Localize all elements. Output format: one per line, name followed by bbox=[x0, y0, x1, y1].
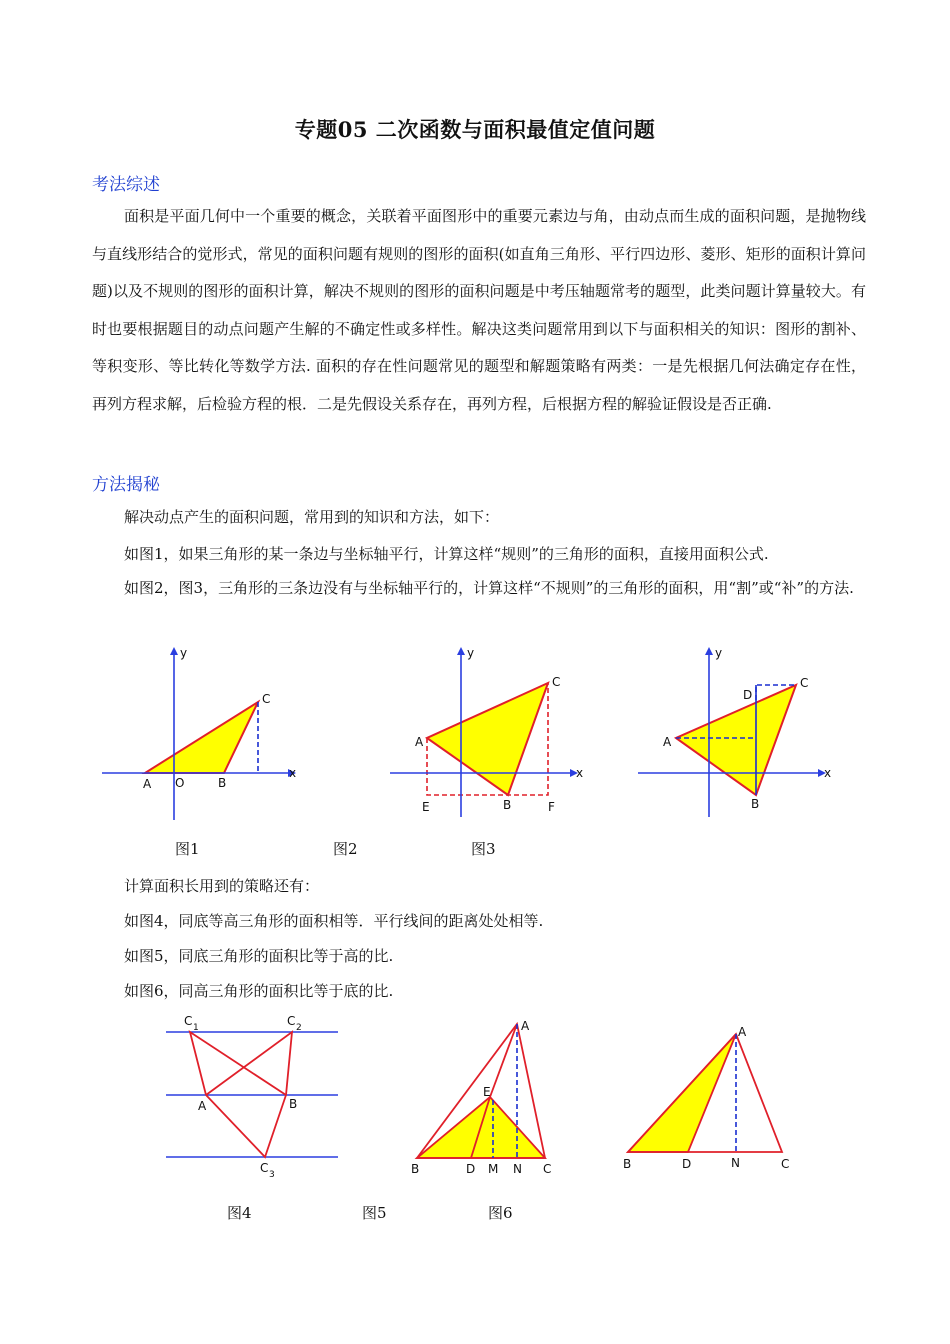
fig1-y-arrow bbox=[170, 647, 178, 655]
fig5-label-n: N bbox=[513, 1162, 522, 1176]
fig4-label-a: A bbox=[198, 1099, 207, 1113]
caption-fig3: 图3 bbox=[471, 840, 496, 858]
fig5-label-d: D bbox=[466, 1162, 476, 1176]
strategy-fig5-text: 如图5，同底三角形的面积比等于高的比. bbox=[124, 947, 394, 965]
fig3-label-c: C bbox=[800, 676, 809, 690]
fig4-triangle-abc2 bbox=[206, 1032, 292, 1095]
fig4-label-c3: C bbox=[260, 1161, 269, 1175]
fig3-label-d: D bbox=[743, 688, 753, 702]
caption-fig4: 图4 bbox=[227, 1204, 252, 1222]
fig5-segment-ae bbox=[490, 1024, 517, 1097]
fig6-label-d: D bbox=[682, 1157, 692, 1171]
fig4-label-b: B bbox=[289, 1097, 298, 1111]
figure-5 bbox=[405, 1012, 575, 1182]
fig5-label-c: C bbox=[543, 1162, 552, 1176]
fig3-label-x: x bbox=[824, 766, 832, 780]
method-fig23-text: 如图2，图3，三角形的三条边没有与坐标轴平行的，计算这样“不规则”的三角形的面积，用“割”或“补”的方法. bbox=[124, 579, 854, 597]
caption-fig1: 图1 bbox=[175, 840, 200, 858]
figure-2 bbox=[388, 645, 588, 815]
fig2-label-x: x bbox=[576, 766, 584, 780]
method-intro: 解决动点产生的面积问题，常用到的知识和方法，如下： bbox=[124, 508, 500, 526]
fig5-label-e: E bbox=[483, 1085, 491, 1099]
fig3-label-b: B bbox=[751, 797, 760, 811]
fig2-label-b: B bbox=[503, 798, 512, 812]
fig2-triangle-abc bbox=[427, 683, 548, 795]
fig5-label-m: M bbox=[488, 1162, 499, 1176]
fig1-label-o: O bbox=[175, 776, 185, 790]
section-heading-overview: 考法综述 bbox=[92, 175, 160, 195]
fig3-label-y: y bbox=[715, 646, 723, 660]
figure-4 bbox=[160, 1012, 350, 1182]
caption-fig2: 图2 bbox=[333, 840, 358, 858]
fig4-label-c2-sub: 2 bbox=[296, 1023, 302, 1033]
strategy-fig4-text: 如图4，同底等高三角形的面积相等．平行线间的距离处处相等. bbox=[124, 912, 544, 930]
fig2-label-e: E bbox=[422, 800, 430, 814]
figure-6 bbox=[620, 1012, 800, 1182]
strategy-fig6-text: 如图6，同高三角形的面积比等于底的比. bbox=[124, 982, 394, 1000]
fig1-label-a: A bbox=[143, 777, 152, 791]
fig2-label-f: F bbox=[548, 800, 555, 814]
method-fig1-text: 如图1，如果三角形的某一条边与坐标轴平行，计算这样“规则”的三角形的面积，直接用面积公式. bbox=[124, 545, 769, 563]
page-title: 专题05 二次函数与面积最值定值问题 bbox=[294, 117, 656, 142]
fig4-label-c1: C bbox=[184, 1014, 193, 1028]
fig1-triangle-abc bbox=[145, 702, 258, 773]
fig4-label-c1-sub: 1 bbox=[193, 1023, 199, 1033]
fig3-label-a: A bbox=[663, 735, 672, 749]
fig4-triangle-abc3 bbox=[206, 1095, 286, 1157]
fig1-label-x: x bbox=[289, 766, 297, 780]
fig1-label-c: C bbox=[262, 692, 271, 706]
fig6-label-c: C bbox=[781, 1157, 790, 1171]
fig2-label-a: A bbox=[415, 735, 424, 749]
fig2-label-y: y bbox=[467, 646, 475, 660]
figure-1 bbox=[100, 645, 310, 815]
overview-paragraph: 面积是平面几何中一个重要的概念，关联着平面图形中的重要元素边与角，由动点而生成的面积问题，是抛物线与直线形结合的觉形式，常见的面积问题有规则的图形的面积(如直角三角形、平行四边形、菱形、矩形的面积计算问题)以及不规则的图形的面积计算，解决不规则的图形的面积问题是中考压轴题常考的题型，此类问题计算量较大。有时也要根据题目的动点问题产生解的不确定性或多样性。解决这类问题常用到以下与面积相关的知识：图形的割补、等积变形、等比转化等数学方法. 面积的存在性问题常见的题型和解题策略有两类：一是先根据几何法确定存在性，再列方程求解，后检验方程的根．二是先假设关系存在，再列方程，后根据方程的解验证假设是否正确. bbox=[92, 207, 866, 413]
fig5-label-a: A bbox=[521, 1019, 530, 1033]
fig6-label-n: N bbox=[731, 1156, 740, 1170]
fig6-label-b: B bbox=[623, 1157, 632, 1171]
fig3-y-arrow bbox=[705, 647, 713, 655]
fig1-label-b: B bbox=[218, 776, 227, 790]
strategy-intro: 计算面积长用到的策略还有： bbox=[124, 877, 320, 895]
fig1-label-y: y bbox=[180, 646, 188, 660]
figure-3 bbox=[636, 645, 836, 815]
fig6-label-a: A bbox=[738, 1025, 747, 1039]
fig4-label-c3-sub: 3 bbox=[269, 1170, 275, 1180]
caption-fig6: 图6 bbox=[488, 1204, 513, 1222]
fig3-triangle-abc bbox=[676, 685, 796, 795]
fig5-label-b: B bbox=[411, 1162, 420, 1176]
fig2-label-c: C bbox=[552, 675, 561, 689]
fig4-label-c2: C bbox=[287, 1014, 296, 1028]
caption-fig5: 图5 bbox=[362, 1204, 387, 1222]
section-heading-method: 方法揭秘 bbox=[92, 475, 160, 495]
fig2-y-arrow bbox=[457, 647, 465, 655]
fig4-triangle-abc1 bbox=[190, 1032, 286, 1095]
